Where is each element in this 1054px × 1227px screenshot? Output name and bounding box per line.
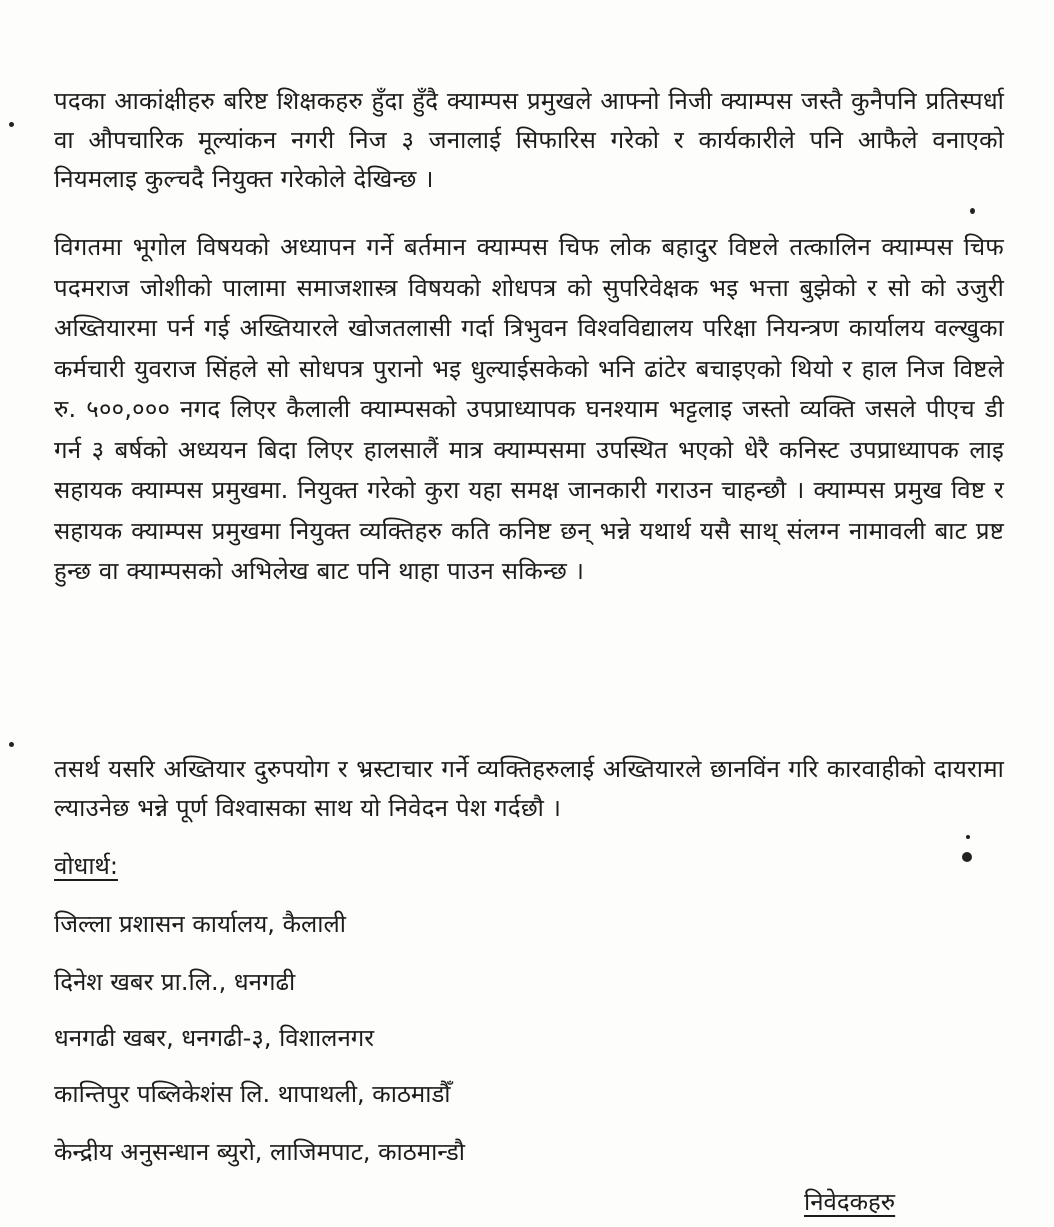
signature-label: निवेदकहरु [804,1188,896,1216]
cc-recipient: धनगढी खबर, धनगढी-३, विशालनगर [54,1024,375,1052]
paragraph-3: तसर्थ यसरि अख्तियार दुरुपयोग र भ्रस्टाचार गर्ने व्यक्तिहरुलाई अख्तियारले छानविंन गरि कारवाहीको दायरामा ल्याउनेछ भन्ने पूर्ण विश्वासका साथ यो निवेदन पेश गर्दछौ । [54,755,1004,822]
scan-speck [970,208,975,214]
cc-recipient: जिल्ला प्रशासन कार्यालय, कैलाली [54,910,346,938]
cc-recipient: कान्तिपुर पब्लिकेशंस लि. थापाथली, काठमाडौँ [54,1080,451,1108]
paragraph-2: विगतमा भूगोल विषयको अध्यापन गर्ने बर्तमान क्याम्पस चिफ लोक बहादुर विष्टले तत्कालिन क्याम्पस चिफ पदमराज जोशीको पालामा समाजशास्त्र विषयको शोधपत्र को सुपरिवेक्षक भइ भत्ता बुझेको र सो को उजुरी अख्तियारमा पर्न गई अख्तियारले खोजतलासी गर्दा त्रिभुवन विश्वविद्यालय परिक्षा नियन्त्रण कार्यालय वल्खुका कर्मचारी युवराज सिंहले सो सोधपत्र पुरानो भइ धुल्याईसकेको भनि ढांटेर बचाइएको थियो र हाल निज विष्टले रु. ५००,००० नगद लिएर कैलाली क्याम्पसको उपप्राध्यापक घनश्याम भट्टलाइ जस्तो व्यक्ति जसले पीएच डी गर्न ३ बर्षको अध्ययन बिदा लिएर हालसालैं मात्र क्याम्पसमा उपस्थित भएको धेरै कनिस्ट उपप्राध्यापक लाइ सहायक क्याम्पस प्रमुखमा. नियुक्त गरेको कुरा यहा समक्ष जानकारी गराउन चाहन्छौ । क्याम्पस प्रमुख विष्ट र सहायक क्याम्पस प्रमुखमा नियुक्त व्यक्तिहरु कति कनिष्ट छन् भन्ने यथार्थ यसै साथ् संलग्न नामावली बाट प्रष्ट हुन्छ वा क्याम्पसको अभिलेख बाट पनि थाहा पाउन सकिन्छ । [54,233,1004,585]
scan-speck [962,852,972,862]
scan-speck [966,835,970,839]
cc-recipient: केन्द्रीय अनुसन्धान ब्युरो, लाजिमपाट, काठमान्डौ [54,1138,465,1166]
scan-speck [9,122,14,127]
cc-recipient: दिनेश खबर प्रा.लि., धनगढी [54,968,296,996]
cc-heading: वोधार्थ: [54,852,118,880]
scan-speck [9,742,14,747]
paragraph-1: पदका आकांक्षीहरु बरिष्ट शिक्षकहरु हुँदा हुँदै क्याम्पस प्रमुखले आफ्नो निजी क्याम्पस जस्तै कुनैपनि प्रतिस्पर्धा वा औपचारिक मूल्यांकन नगरी निज ३ जनालाई सिफारिस गरेको र कार्यकारीले पनि आफैले वनाएको नियमलाइ कुल्चदै नियुक्त गरेकोले देखिन्छ । [54,87,1004,193]
